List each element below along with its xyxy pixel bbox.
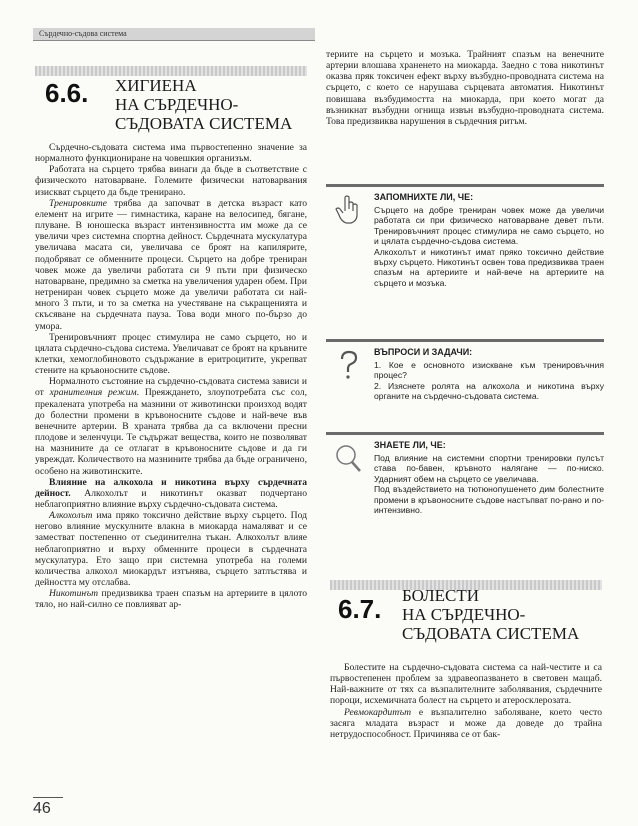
page-number: 46 [33,800,51,817]
did-you-know-box [326,432,604,539]
box-paragraph: Под влияние на системни спортни тренировки пулсът става по-бавен, кръвното налягане — по-ниско. Ударният обем на сърцето се увеличава. [374,453,604,484]
left-column-text [35,142,307,611]
box-paragraph: Сърцето на добре трениран човек може да увеличи работата си при физическо натоварване девет пъти. Тренировъчният процес стимулира не само сърцето, но и цялата сърдечно-съдова система. [374,205,604,247]
paragraph [35,198,307,332]
box-body [374,453,604,515]
paragraph: териите на сърцето и мозъка. Трайният спазъм на венечните артерии влошава храненето на миокарда. Заедно с това никотинът оказва пряк токсичен ефект върху възбудно-проводната система на сърцето, с което се нарушава сърцевата автоматия. Никотинът повишава възбудимостта на миокарда, при което могат да възникнат възбудни огнища извън възбудно-проводната система. Това предизвиква нарушения в сърдечния ритъм. [326,49,604,127]
right-column-bottom-text [330,662,602,740]
box-body [374,360,604,402]
paragraph-text: има пряко токсично действие върху сърцето. Под негово влияние мускулните влакна в миокарда намаляват и се заместват постепенно от съединителна тъкан. Алкохолът влияе неблагоприятно и върху обменните процеси в сърдечната мускулатура. Ето защо при системна употреба на големи количества алкохол миокардът изтънява, сърцето затлъстява и дейността му отслабва. [35,510,307,589]
paragraph [35,588,307,610]
box-paragraph: Под въздействието на тютюнопушенето дим болестните промени в кръвоносните съдове настъпват по-рано и по-интензивно. [374,484,604,516]
box-title: ЗНАЕТЕ ЛИ, ЧЕ: [374,440,446,450]
question-item: 1. Кое е основното изискване към тренировъчния процес? [374,360,604,381]
paragraph [330,707,602,740]
footer-rule [33,797,63,798]
paragraph: Тренировъчният процес стимулира не само сърцето, но и цялата сърдечно-съдова система. Увеличават се броят на кръвните клетки, хемоглобиновото съдържание в еритроцитите, укрепват стените на кръвоносните съдове. [35,331,307,377]
italic-term: Никотинът [49,588,99,600]
box-title: ВЪПРОСИ И ЗАДАЧИ: [374,347,473,357]
paragraph-text: . Преяждането, злоупотребата със сол, прекалената употреба на мазнини от животински произход водят до болестни промени в кръвоносните съдове и най-вече във венечните артерии. В храната трябва да са включени пресни плодове и зеленчуци. Те съдържат вещества, които не позволяват на мазнините да се отлагат в кръвоносните съдове и да ги увреждат. Количеството на мазнините трябва да бъде ограничено, особено на животинските. [35,387,307,477]
section-title [115,76,292,133]
italic-term: Ревмокардитът [344,706,412,718]
paragraph: Болестите на сърдечно-съдовата система са най-честите и са първостепенен проблем за здравеопазването в световен мащаб. Най-важните от тях са възпалителните заболявания, сърдечните пороци, исхемичната болест на сърцето и атеросклерозата. [330,662,602,707]
question-item: 2. Изяснете ролята на алкохола и никотина върху органите на сърдечно-съдовата система. [374,380,604,402]
section-title-line: СЪДОВАТА СИСТЕМА [115,114,293,133]
section-title-line: ХИГИЕНА [115,76,197,95]
box-body [374,205,604,288]
paragraph-text: Нормалното състояние на сърдечно-съдовата система зависи и от [35,376,307,399]
right-column-text [326,49,604,127]
paragraph: Сърдечно-съдовата система има първостепенно значение за нормалното функциониране на човешкия организъм. [35,142,307,165]
running-title: Сърдечно-съдова система [39,29,127,38]
pointing-hand-icon [334,195,362,225]
section-heading-6-7 [330,580,602,650]
paragraph-text: трябва да започват в детска възраст като елемент на игрите — гимнастика, каране на велосипед, бягане, плуване. В юношеска възраст интензивността им може да се увеличи чрез системна спортна дейност. Сърдечната мускулатура увеличава масата си, увеличава се броят на капилярите, подобряват се обменните процеси. Сърцето на добре трениран човек може да увеличи работата си 9 пъти при физическо натоварване, предимно за сметка на увеличения ударен обем. При нетрениран човек сърцето може да увеличи работата си най-много 3 пъти, и то за сметка на учестяване на съкращенията и скъсяване на сърдечната пауза. Това води много по-бързо до умора. [35,197,307,332]
paragraph-text: Алкохолът и никотинът оказват подчертано неблагоприятно влияние върху сърдечно-съдовата система. [35,487,307,510]
box-paragraph: Алкохолът и никотинът имат пряко токсично действие върху сърцето. Никотинът освен това предизвиква траен спазъм на артериите и най-вече на артериите на сърцето и мозъка. [374,246,604,288]
paragraph [35,510,307,588]
italic-term: Тренировките [49,197,107,209]
heading-decor-bar [35,66,307,76]
paragraph [35,477,307,510]
italic-term: хранителния режим [49,387,137,399]
paragraph-text: е възпалително заболяване, което често засяга младата възраст и може да доведе до трайна нетрудоспособност. Причинява се от бак- [330,706,602,740]
paragraph-text: предизвиква траен спазъм на артериите в цялото тяло, но най-силно се повлияват ар- [35,588,307,611]
paragraph [35,376,307,476]
section-heading-6-6 [35,66,307,134]
paragraph: Работата на сърцето трябва винаги да бъде в съответствие с физическото натоварване. Големите физически натоварвания изискват сърцето да бъде тренирано. [35,164,307,198]
running-header [33,28,315,41]
bold-subheading: Влияние на алкохола и никотина върху сърдечната дейност. [35,476,307,499]
section-number: 6.6. [45,78,89,108]
section-title-line: БОЛЕСТИ [402,586,479,605]
box-title: ЗАПОМНИХТЕ ЛИ, ЧЕ: [374,192,474,202]
questions-box [326,339,604,412]
italic-term: Алкохолът [49,510,93,522]
section-title-line: СЪДОВАТА СИСТЕМА [402,624,580,643]
remember-box [326,184,604,333]
section-title-line: НА СЪРДЕЧНО- [115,95,239,114]
magnifying-glass-icon [334,443,362,473]
question-mark-icon [334,350,362,380]
section-number: 6.7. [338,594,382,624]
section-title [402,586,579,643]
section-title-line: НА СЪРДЕЧНО- [402,605,526,624]
